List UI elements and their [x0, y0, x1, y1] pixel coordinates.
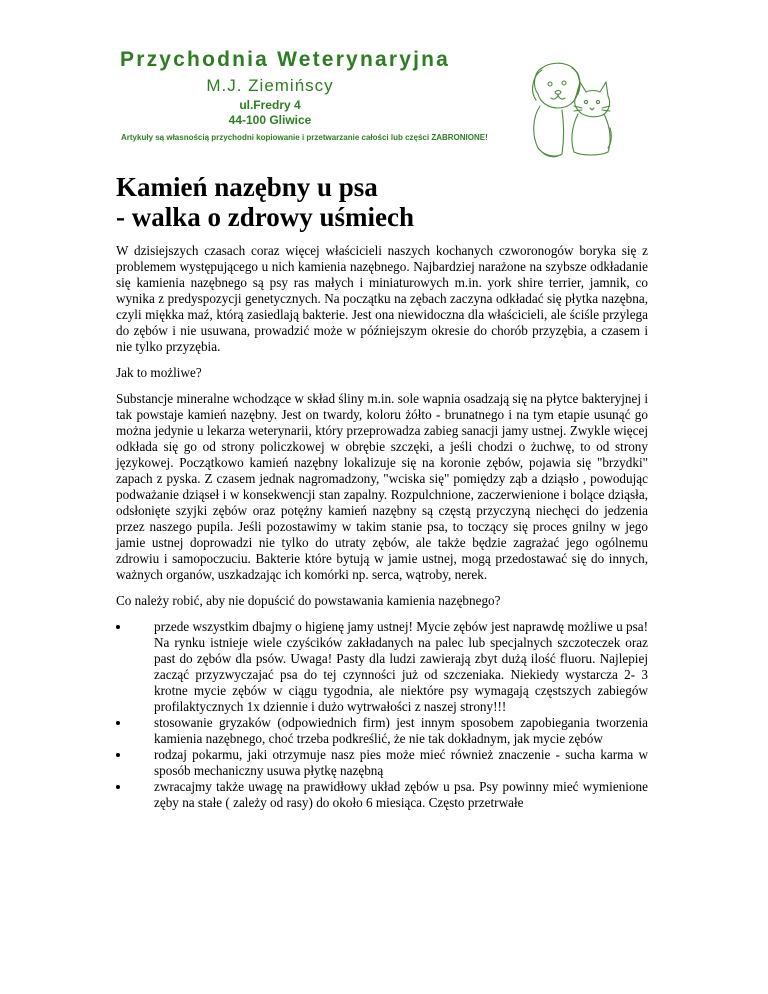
- list-item-text: rodzaj pokarmu, jaki otrzymuje nasz pies może mieć również znaczenie - sucha karma w sposób mechaniczny usuwa płytkę nazębną: [154, 747, 648, 778]
- clinic-street: ul.Fredry 4: [239, 98, 301, 112]
- list-item-text: stosowanie gryzaków (odpowiednich firm) jest innym sposobem zapobiegania tworzenia kamienia nazębnego, choć trzeba podkreślić, że nie tak dokładnym, jak mycie zębów: [154, 715, 648, 746]
- question-paragraph: Jak to możliwe?: [116, 365, 202, 380]
- bullet-icon: [116, 625, 120, 629]
- bullet-icon: [116, 721, 120, 725]
- list-item: [116, 747, 648, 779]
- clinic-letterhead: [110, 40, 560, 160]
- clinic-owners: M.J. Ziemińscy: [206, 76, 334, 95]
- bullet-icon: [116, 753, 120, 757]
- article-title-line-2: - walka o zdrowy uśmiech: [116, 202, 415, 232]
- intro-paragraph: W dzisiejszych czasach coraz więcej właścicieli naszych kochanych czworonogów boryka się z problemem występującego u nich kamienia nazębnego. Najbardziej narażone na szybsze odkładanie się kamienia nazębnego są psy ras małych i miniaturowych m.in. york shire terrier, jamnik, co wynika z predyspozycji genetycznych. Na początku na zębach zaczyna odkładać się płytka nazębna, czyli miękka maź, którą zasiedlają bakterie. Jest ona niewidoczna dla właścicieli, ale ściśle przylega do zębów i nie usuwana, prowadzić może w późniejszym okresie do chorób przyzębia, a czasem i nie tylko przyzębia.: [116, 243, 648, 354]
- copyright-notice: Artykuły są własnością przychodni kopiowanie i przetwarzanie całości lub części ZABRONIONE!: [121, 133, 488, 142]
- dog-and-cat-icon: [528, 48, 612, 160]
- clinic-name: Przychodnia Weterynaryjna: [120, 48, 451, 71]
- list-item: [116, 715, 648, 747]
- list-item-text: przede wszystkim dbajmy o higienę jamy ustnej! Mycie zębów jest naprawdę możliwe u psa! Na rynku istnieje wiele czyścików zakładanych na palec lub specjalnych szczoteczek oraz past do zębów dla psów. Uwaga! Pasty dla ludzi zawierają zbyt dużą ilość fluoru. Najlepiej zacząć przyzwyczajać psa do tej czynności już od szczeniaka. Niekiedy wystarcza 2- 3 krotne mycie zębów w ciągu tygodnia, ale niektóre psy wymagają częstszych zabiegów profilaktycznych 1x dziennie i dużo wytrwałości z naszej strony!!!: [154, 619, 648, 714]
- bullet-icon: [116, 785, 120, 789]
- explanation-paragraph: Substancje mineralne wchodzące w skład śliny m.in. sole wapnia osadzają się na płytce bakteryjnej i tak powstaje kamień nazębny. Jest on twardy, koloru żółto - brunatnego i na tym etapie usunąć go można jedynie u lekarza weterynarii, który przeprowadza zabieg sanacji jamy ustnej. Zwykle więcej odkłada się go od strony policzkowej w obrębie szczęki, a jeśli chodzi o żuchwę, to od strony językowej. Początkowo kamień nazębny lokalizuje się na koronie zębów, pojawia się "brzydki" zapach z pyska. Z czasem jednak nagromadzony, "wciska się" pomiędzy ząb a dziąsło , powodując podważanie dziąseł i w konsekwencji stan zapalny. Rozpulchnione, zaczerwienione i bolące dziąsła, odsłonięte szyjki zębów oraz potężny kamień nazębny są częstą przyczyną niechęci do jedzenia przez naszego pupila. Jeśli pozostawimy w takim stanie psa, to toczący się proces gnilny w jego jamie ustnej doprowadzi nie tylko do utraty zębów, ale także będzie zagrażać jego ogólnemu zdrowiu i samopoczuciu. Bakterie które bytują w jamie ustnej, mogą przedostawać się do innych, ważnych organów, uszkadzając ich komórki np. serca, wątroby, nerek.: [116, 391, 648, 582]
- article: [116, 172, 648, 811]
- clinic-city: 44-100 Gliwice: [228, 113, 312, 127]
- prevention-question: Co należy robić, aby nie dopuścić do powstawania kamienia nazębnego?: [116, 593, 501, 608]
- prevention-list: [116, 619, 648, 811]
- list-item-text: zwracajmy także uwagę na prawidłowy układ zębów u psa. Psy powinny mieć wymienione zęby na stałe ( zależy od rasy) do około 6 miesiąca. Często przetrwałe: [154, 779, 648, 810]
- list-item: [116, 619, 648, 715]
- list-item: [116, 779, 648, 811]
- article-title: [116, 172, 648, 232]
- article-title-line-1: Kamień nazębny u psa: [116, 172, 378, 202]
